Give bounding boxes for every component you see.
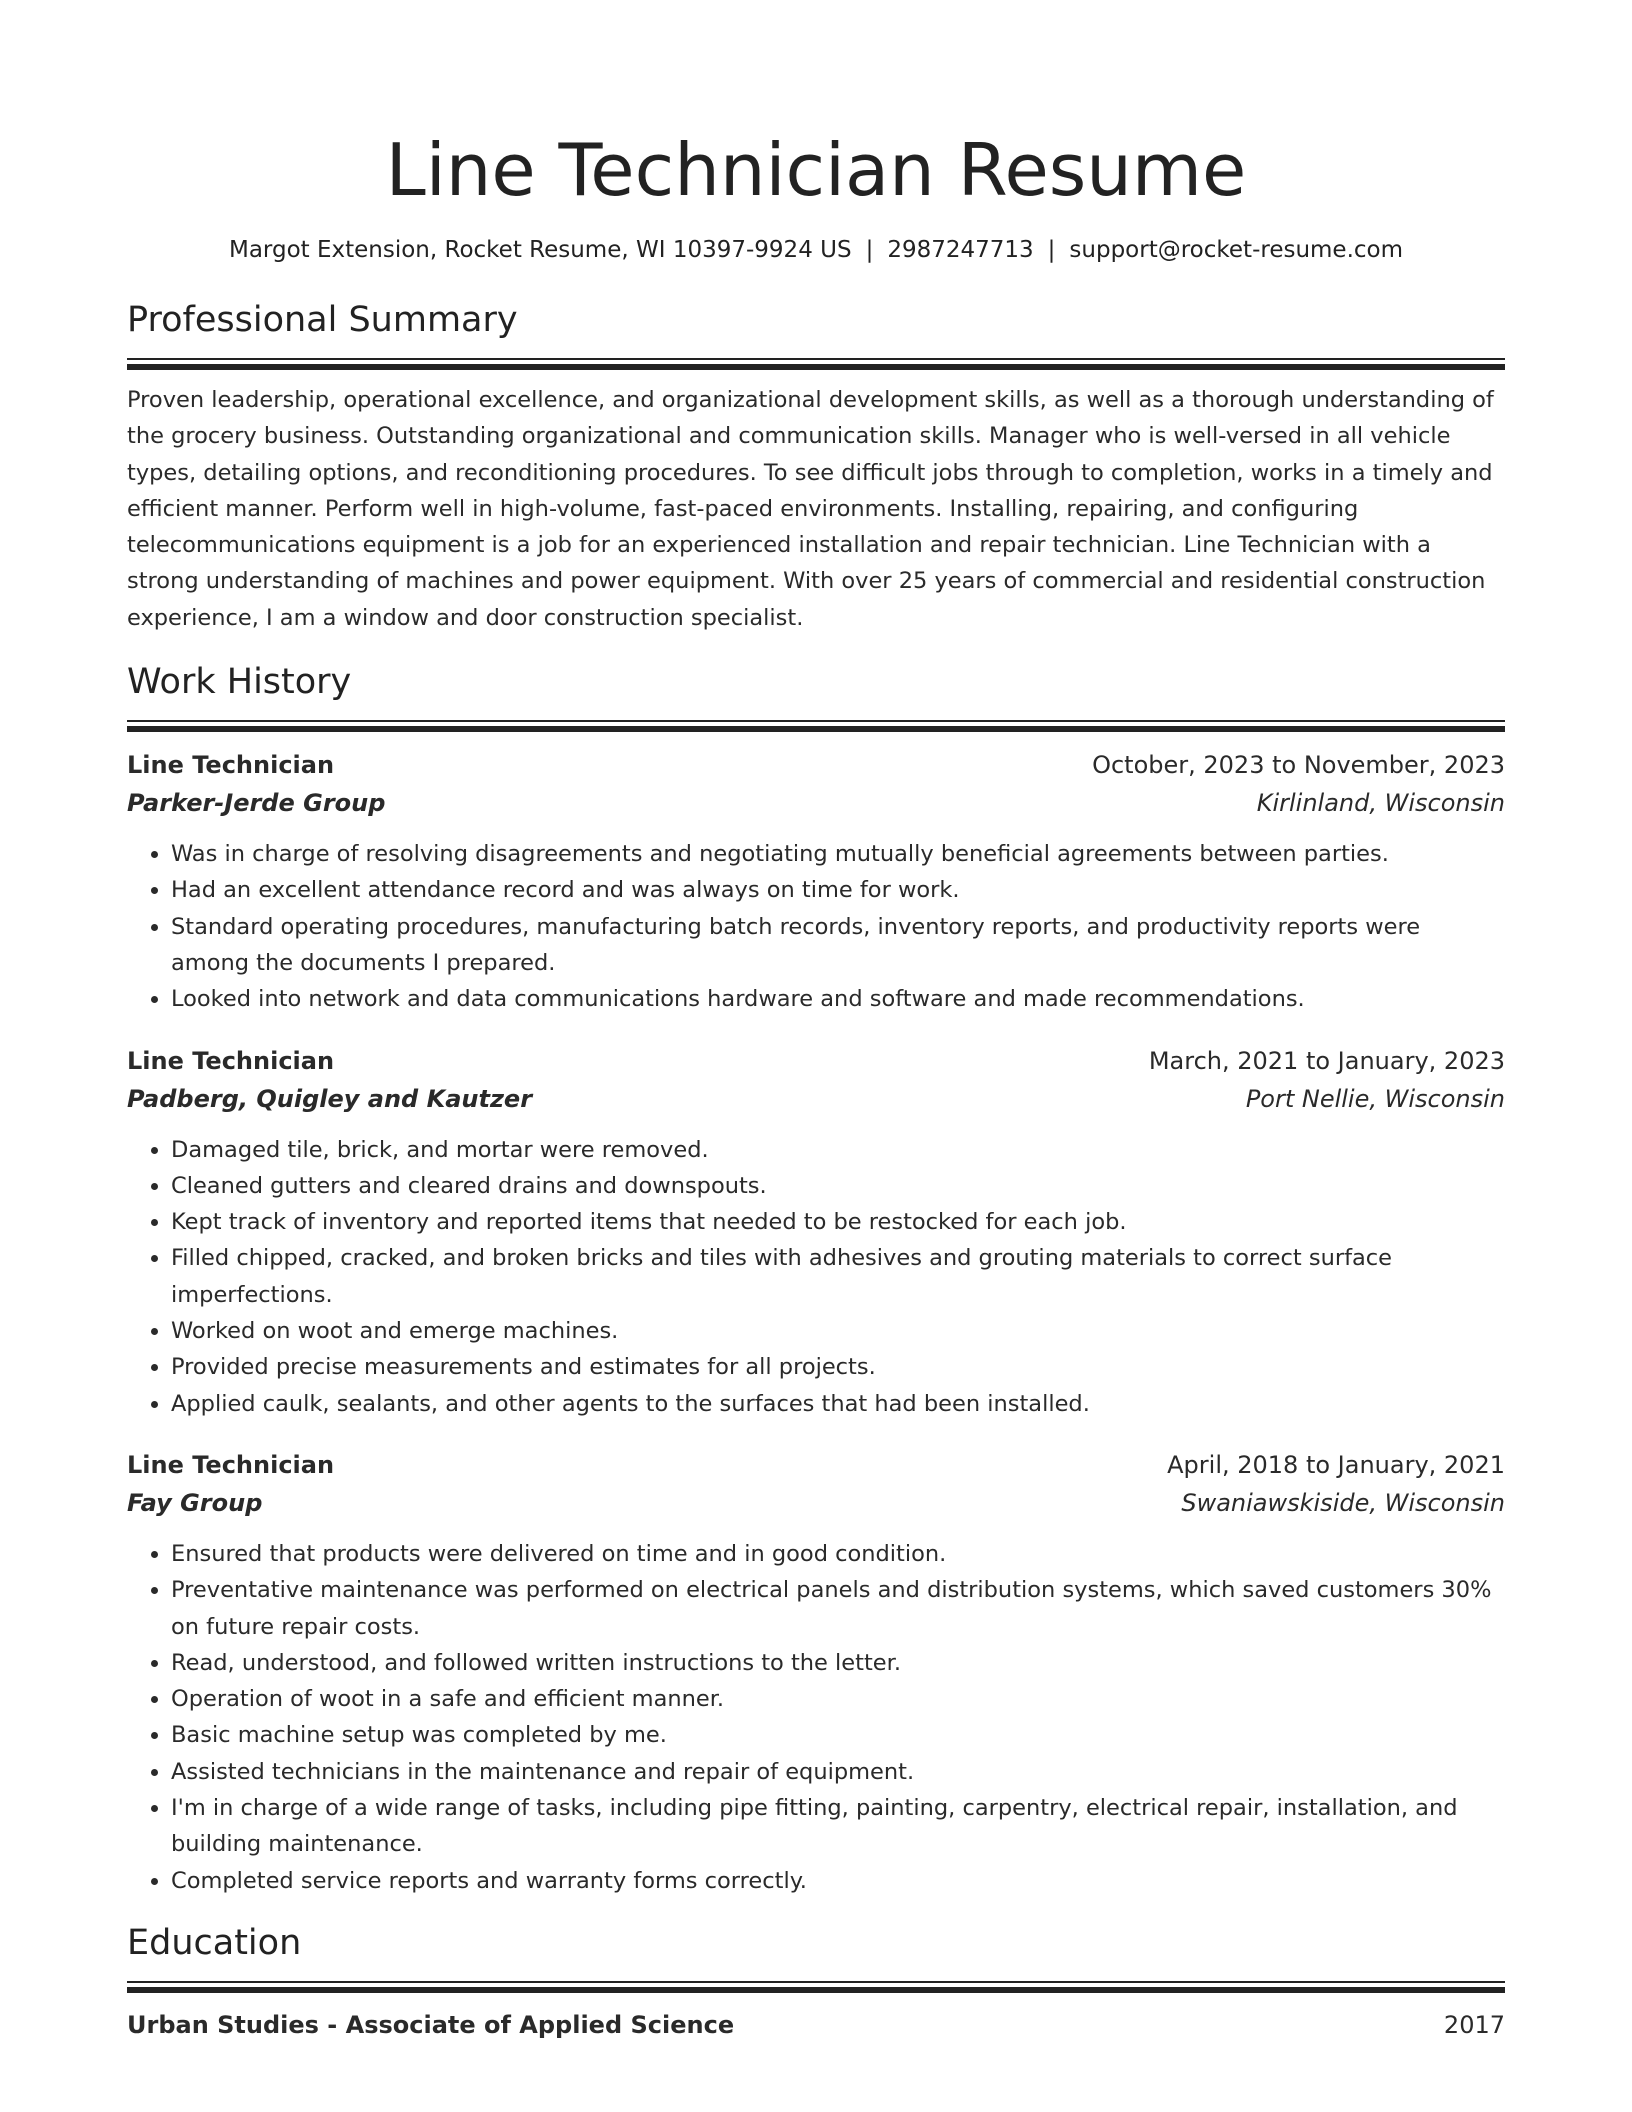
section-divider (127, 358, 1505, 370)
job-company: Parker-Jerde Group (127, 789, 386, 818)
job-bullet: • Worked on woot and emerge machines. (171, 1313, 1505, 1349)
contact-phone: 2987247713 (887, 237, 1034, 263)
job-bullet: • Kept track of inventory and reported items that needed to be restocked for each job. (171, 1204, 1505, 1240)
job-bullets (127, 836, 1505, 1017)
job-role: Line Technician (127, 1450, 335, 1479)
job-bullet: • Provided precise measurements and estimates for all projects. (171, 1349, 1505, 1385)
contact-separator: | (865, 237, 874, 263)
work-history-heading: Work History (127, 662, 352, 703)
job-bullet: • I'm in charge of a wide range of tasks, including pipe fitting, painting, carpentry, electrical repair, installation, and building maintenance. (171, 1790, 1505, 1863)
job-bullet: • Was in charge of resolving disagreements and negotiating mutually beneficial agreements between parties. (171, 836, 1505, 872)
job-role: Line Technician (127, 751, 335, 780)
job-bullet: • Standard operating procedures, manufacturing batch records, inventory reports, and productivity reports were among the documents I prepared. (171, 909, 1505, 982)
job-dates: October, 2023 to November, 2023 (1092, 751, 1505, 780)
job-bullet: • Operation of woot in a safe and efficient manner. (171, 1681, 1505, 1717)
job-dates: April, 2018 to January, 2021 (1167, 1450, 1505, 1479)
job-location: Port Nellie, Wisconsin (1245, 1084, 1505, 1113)
job-company: Padberg, Quigley and Kautzer (127, 1084, 533, 1113)
work-history-section (127, 658, 1505, 1899)
job-bullet: • Had an excellent attendance record and was always on time for work. (171, 872, 1505, 908)
job-bullet: • Basic machine setup was completed by me. (171, 1717, 1505, 1753)
job-role: Line Technician (127, 1046, 335, 1075)
job-bullet: • Applied caulk, sealants, and other agents to the surfaces that had been installed. (171, 1386, 1505, 1422)
job-bullet: • Filled chipped, cracked, and broken bricks and tiles with adhesives and grouting materials to correct surface imperfections. (171, 1240, 1505, 1313)
education-degree: Urban Studies - Associate of Applied Science (127, 2010, 735, 2039)
job-entry (127, 1446, 1505, 1899)
job-bullets (127, 1536, 1505, 1899)
education-year: 2017 (1443, 2010, 1505, 2039)
contact-line (127, 234, 1505, 266)
job-bullet: • Ensured that products were delivered on time and in good condition. (171, 1536, 1505, 1572)
job-bullet: • Completed service reports and warranty forms correctly. (171, 1863, 1505, 1899)
job-bullet: • Looked into network and data communications hardware and software and made recommendations. (171, 981, 1505, 1017)
job-company: Fay Group (127, 1488, 263, 1517)
contact-address: Margot Extension, Rocket Resume, WI 10397-9924 US (228, 237, 852, 263)
job-bullet: • Assisted technicians in the maintenance and repair of equipment. (171, 1754, 1505, 1790)
contact-separator: | (1047, 237, 1056, 263)
summary-heading: Professional Summary (127, 300, 518, 340)
job-bullet: • Cleaned gutters and cleared drains and downspouts. (171, 1168, 1505, 1204)
job-bullets (127, 1132, 1505, 1422)
job-bullet: • Preventative maintenance was performed on electrical panels and distribution systems, which saved customers 30% on future repair costs. (171, 1572, 1505, 1645)
job-dates: March, 2021 to January, 2023 (1148, 1046, 1505, 1075)
summary-section (127, 296, 1505, 636)
summary-text: Proven leadership, operational excellence, and organizational development skills, as well as a thorough understanding of the grocery business. Outstanding organizational and communication skills. Manager who is well-versed in all vehicle types, detailing options, and reconditioning procedures. To see difficult jobs through to completion, works in a timely and efficient manner. Perform well in high-volume, fast-paced environments. Installing, repairing, and configuring telecommunications equipment is a job for an experienced installation and repair technician. Line Technician with a strong understanding of machines and power equipment. With over 25 years of commercial and residential construction experience, I am a window and door construction specialist. (127, 387, 1494, 631)
job-entry (127, 746, 1505, 1017)
job-bullet: • Damaged tile, brick, and mortar were removed. (171, 1132, 1505, 1168)
section-divider (127, 1981, 1505, 1993)
section-divider (127, 720, 1505, 732)
job-location: Swaniawskiside, Wisconsin (1181, 1488, 1505, 1517)
education-section (127, 1919, 1505, 2043)
contact-email: support@rocket-resume.com (1069, 237, 1404, 263)
job-bullet: • Read, understood, and followed written instructions to the letter. (171, 1645, 1505, 1681)
job-entry (127, 1042, 1505, 1422)
job-location: Kirlinland, Wisconsin (1256, 789, 1505, 818)
resume-title: Line Technician Resume (385, 128, 1247, 212)
education-heading: Education (127, 1922, 302, 1963)
